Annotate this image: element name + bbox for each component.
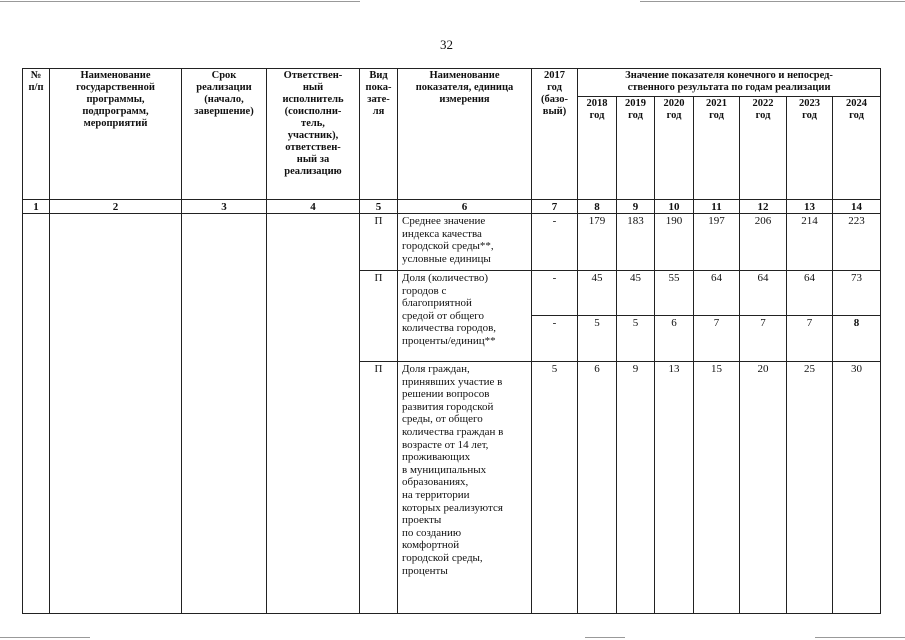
header-indicator: Наименование показателя, единица измерения <box>398 69 532 200</box>
scan-line-top-right <box>640 1 905 2</box>
scan-line-top <box>0 1 360 2</box>
value-2024: 73 <box>833 271 881 316</box>
header-executor: Ответствен- ный исполнитель (соисполни- тель, участник), ответствен- ный за реализацию <box>267 69 360 200</box>
header-year-2018: 2018 год <box>578 97 617 200</box>
header-year-2023: 2023 год <box>787 97 833 200</box>
column-number: 10 <box>655 200 694 214</box>
header-program: Наименование государственной программы, подпрограмм, мероприятий <box>50 69 182 200</box>
base-value: - <box>532 271 578 316</box>
value-2021: 64 <box>694 271 740 316</box>
value-2023: 214 <box>787 214 833 271</box>
value-2024: 30 <box>833 362 881 614</box>
header-year-2024: 2024 год <box>833 97 881 200</box>
scan-line-bottom-mid <box>585 637 625 638</box>
value-2018: 179 <box>578 214 617 271</box>
value-2021: 197 <box>694 214 740 271</box>
value-2022: 20 <box>740 362 787 614</box>
value-2023: 64 <box>787 271 833 316</box>
column-number: 4 <box>267 200 360 214</box>
scan-line-bottom-right <box>815 637 905 638</box>
column-number: 7 <box>532 200 578 214</box>
value-2019: 9 <box>617 362 655 614</box>
column-number: 9 <box>617 200 655 214</box>
header-values-group: Значение показателя конечного и непосред- ственного результата по годам реализации <box>578 69 881 97</box>
value-2023: 25 <box>787 362 833 614</box>
value-2023: 7 <box>787 316 833 362</box>
value-2019: 45 <box>617 271 655 316</box>
indicator-type: П <box>360 362 398 614</box>
column-number: 1 <box>23 200 50 214</box>
value-2018: 45 <box>578 271 617 316</box>
column-number: 5 <box>360 200 398 214</box>
indicator-type: П <box>360 271 398 362</box>
value-2022: 206 <box>740 214 787 271</box>
base-value: - <box>532 316 578 362</box>
value-2020: 6 <box>655 316 694 362</box>
indicators-table <box>22 68 881 614</box>
cell-program-empty <box>50 214 182 614</box>
value-2020: 55 <box>655 271 694 316</box>
base-value: - <box>532 214 578 271</box>
column-number: 2 <box>50 200 182 214</box>
column-number: 13 <box>787 200 833 214</box>
base-value: 5 <box>532 362 578 614</box>
indicator-name: Среднее значение индекса качества городской среды**, условные единицы <box>398 214 532 271</box>
indicator-name: Доля (количество) городов с благоприятной средой от общего количества городов, проценты/единиц** <box>398 271 532 362</box>
header-period: Срок реализации (начало, завершение) <box>182 69 267 200</box>
value-2021: 15 <box>694 362 740 614</box>
cell-period-empty <box>182 214 267 614</box>
column-number: 6 <box>398 200 532 214</box>
value-2018: 5 <box>578 316 617 362</box>
column-number: 12 <box>740 200 787 214</box>
value-2022: 7 <box>740 316 787 362</box>
value-2020: 13 <box>655 362 694 614</box>
header-num: № п/п <box>23 69 50 200</box>
header-year-2019: 2019 год <box>617 97 655 200</box>
scan-line-bottom-left <box>0 637 90 638</box>
column-number: 14 <box>833 200 881 214</box>
page-number: 32 <box>440 37 453 52</box>
header-year-2022: 2022 год <box>740 97 787 200</box>
value-2021: 7 <box>694 316 740 362</box>
value-2022: 64 <box>740 271 787 316</box>
header-year-2020: 2020 год <box>655 97 694 200</box>
header-type: Вид пока- зате- ля <box>360 69 398 200</box>
value-2024: 223 <box>833 214 881 271</box>
cell-num-empty <box>23 214 50 614</box>
header-base-year: 2017 год (базо- вый) <box>532 69 578 200</box>
value-2020: 190 <box>655 214 694 271</box>
indicator-type: П <box>360 214 398 271</box>
value-2024: 8 <box>833 316 881 362</box>
column-number: 3 <box>182 200 267 214</box>
value-2019: 5 <box>617 316 655 362</box>
header-year-2021: 2021 год <box>694 97 740 200</box>
indicator-name: Доля граждан, принявших участие в решении вопросов развития городской среды, от общего количества граждан в возрасте от 14 лет, проживающих в муниципальных образованиях, на территории которых реализуются проекты по созданию комфортной городской среды, проценты <box>398 362 532 614</box>
cell-executor-empty <box>267 214 360 614</box>
value-2019: 183 <box>617 214 655 271</box>
value-2018: 6 <box>578 362 617 614</box>
column-number: 11 <box>694 200 740 214</box>
column-number: 8 <box>578 200 617 214</box>
